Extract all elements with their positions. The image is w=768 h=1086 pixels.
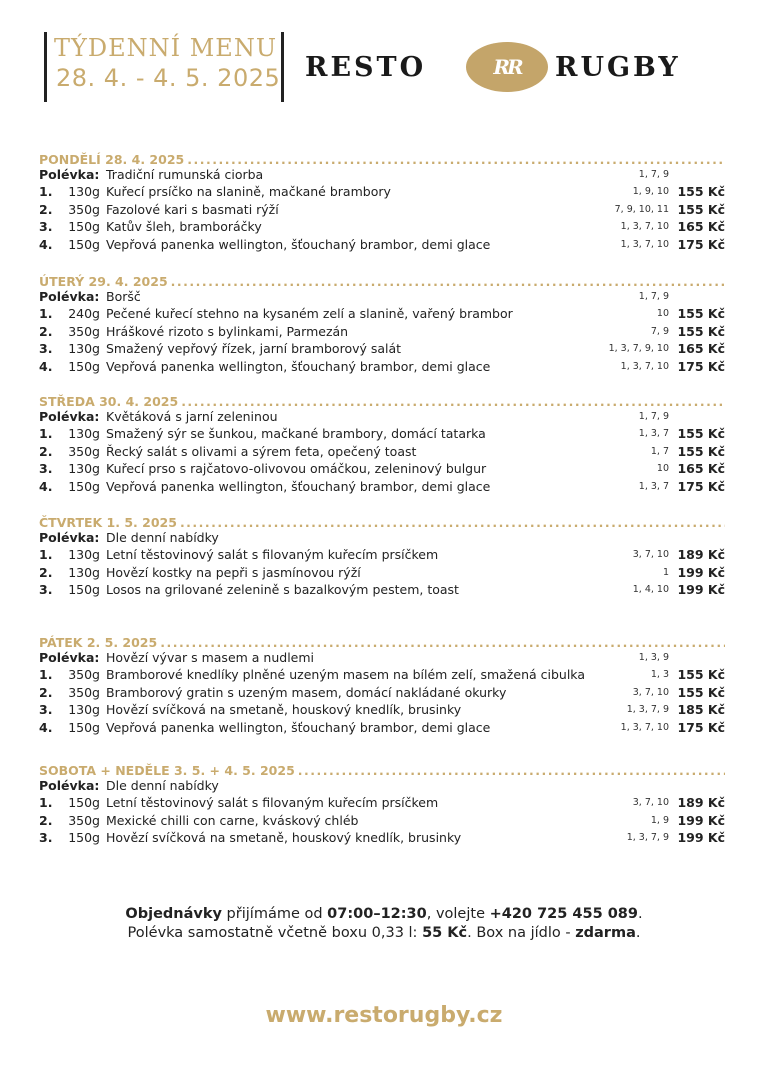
menu-item (39, 565, 725, 582)
item-name: Vepřová panenka wellington, šťouchaný brambor, demi glace (106, 719, 491, 735)
item-number: 1. (39, 795, 53, 811)
item-price: 155 Kč (677, 426, 725, 442)
day-title: PÁTEK 2. 5. 2025 (39, 635, 158, 650)
soup-label: Polévka: (39, 530, 100, 545)
day-heading (39, 150, 725, 167)
item-number: 2. (39, 812, 53, 828)
item-number: 3. (39, 830, 53, 846)
item-price: 175 Kč (677, 358, 725, 374)
item-price: 199 Kč (677, 564, 725, 580)
menu-item (39, 479, 725, 496)
menu-item (39, 359, 725, 376)
item-name: Smažený sýr se šunkou, mačkané brambory, domácí tatarka (106, 426, 486, 442)
day-title: SOBOTA + NEDĚLE 3. 5. + 4. 5. 2025 (39, 763, 295, 778)
item-number: 4. (39, 719, 53, 735)
item-weight: 130g (68, 426, 100, 442)
item-number: 3. (39, 702, 53, 718)
item-weight: 130g (68, 461, 100, 477)
item-weight: 130g (68, 702, 100, 718)
item-allergens: 1, 3, 7, 9, 10 (608, 343, 669, 355)
dot-leader (180, 515, 725, 530)
dot-leader (171, 274, 725, 289)
item-allergens: 1, 3, 7, 10 (620, 360, 669, 372)
menu-item (39, 341, 725, 358)
item-weight: 350g (68, 684, 100, 700)
item-number: 2. (39, 564, 53, 580)
soup-name: Boršč (106, 289, 141, 304)
brand-name-left: RESTO (305, 52, 427, 83)
soup-label: Polévka: (39, 409, 100, 424)
soup-row (39, 289, 725, 306)
soup-label: Polévka: (39, 167, 100, 182)
item-name: Vepřová panenka wellington, šťouchaný brambor, demi glace (106, 358, 491, 374)
soup-allergens: 1, 3, 9 (638, 652, 669, 663)
menu-title: TÝDENNÍ MENU (54, 34, 278, 62)
item-weight: 350g (68, 443, 100, 459)
item-allergens: 3, 7, 10 (632, 549, 669, 561)
header-divider-right (281, 32, 284, 102)
item-price: 175 Kč (677, 719, 725, 735)
item-allergens: 1, 9, 10 (632, 186, 669, 198)
dot-leader (298, 763, 725, 778)
soup-label: Polévka: (39, 289, 100, 304)
item-number: 4. (39, 478, 53, 494)
day-section (39, 392, 725, 496)
item-allergens: 1, 9 (650, 814, 669, 826)
menu-item (39, 813, 725, 830)
day-title: ČTVRTEK 1. 5. 2025 (39, 515, 177, 530)
item-price: 175 Kč (677, 478, 725, 494)
day-title: STŘEDA 30. 4. 2025 (39, 394, 179, 409)
item-name: Letní těstovinový salát s filovaným kuřecím prsíčkem (106, 795, 439, 811)
item-name: Smažený vepřový řízek, jarní bramborový salát (106, 341, 402, 357)
soup-box-info: Polévka samostatně včetně boxu 0,33 l: 55 Kč. Box na jídlo - zdarma. (127, 925, 641, 941)
soup-row (39, 409, 725, 426)
orders-info: Objednávky přijímáme od 07:00–12:30, volejte +420 725 455 089. (125, 906, 643, 922)
soup-allergens: 1, 7, 9 (638, 291, 669, 302)
item-price: 165 Kč (677, 341, 725, 357)
item-name: Řecký salát s olivami a sýrem feta, opečený toast (106, 443, 417, 459)
day-heading (39, 633, 725, 650)
item-weight: 150g (68, 219, 100, 235)
soup-name: Dle denní nabídky (106, 778, 219, 793)
item-price: 175 Kč (677, 236, 725, 252)
item-number: 2. (39, 201, 53, 217)
brand-logo (466, 42, 548, 92)
day-section (39, 633, 725, 737)
soup-label: Polévka: (39, 650, 100, 665)
item-allergens: 1, 3, 7, 9 (626, 704, 669, 716)
item-weight: 150g (68, 358, 100, 374)
item-allergens: 3, 7, 10 (632, 797, 669, 809)
day-heading (39, 272, 725, 289)
soup-row (39, 650, 725, 667)
item-name: Katův šleh, bramboráčky (106, 219, 262, 235)
day-title: PONDĚLÍ 28. 4. 2025 (39, 152, 185, 167)
soup-row (39, 778, 725, 795)
menu-item (39, 795, 725, 812)
menu-item (39, 444, 725, 461)
item-allergens: 1, 3, 7 (638, 480, 669, 492)
item-price: 199 Kč (677, 830, 725, 846)
item-weight: 350g (68, 323, 100, 339)
item-name: Vepřová panenka wellington, šťouchaný brambor, demi glace (106, 236, 491, 252)
item-allergens: 1, 4, 10 (632, 584, 669, 596)
item-number: 1. (39, 667, 53, 683)
menu-item (39, 582, 725, 599)
item-allergens: 1 (662, 566, 669, 578)
item-number: 4. (39, 236, 53, 252)
item-weight: 150g (68, 830, 100, 846)
item-name: Mexické chilli con carne, kváskový chléb (106, 812, 359, 828)
soup-allergens: 1, 7, 9 (638, 411, 669, 422)
menu-dates: 28. 4. - 4. 5. 2025 (56, 64, 281, 92)
day-title: ÚTERÝ 29. 4. 2025 (39, 274, 168, 289)
item-name: Hráškové rizoto s bylinkami, Parmezán (106, 323, 349, 339)
dot-leader (160, 635, 725, 650)
item-name: Bramborové knedlíky plněné uzeným masem na bílém zelí, smažená cibulka (106, 667, 585, 683)
item-allergens: 3, 7, 10 (632, 686, 669, 698)
item-name: Vepřová panenka wellington, šťouchaný brambor, demi glace (106, 478, 491, 494)
item-allergens: 7, 9, 10, 11 (614, 203, 669, 215)
menu-header (0, 0, 768, 110)
menu-item (39, 547, 725, 564)
day-section (39, 150, 725, 254)
day-section (39, 761, 725, 848)
menu-item (39, 702, 725, 719)
item-price: 155 Kč (677, 443, 725, 459)
item-price: 185 Kč (677, 702, 725, 718)
item-allergens: 1, 3 (650, 669, 669, 681)
item-price: 199 Kč (677, 582, 725, 598)
item-weight: 130g (68, 184, 100, 200)
soup-name: Květáková s jarní zeleninou (106, 409, 278, 424)
menu-item (39, 461, 725, 478)
item-name: Pečené kuřecí stehno na kysaném zelí a slanině, vařený brambor (106, 306, 513, 322)
soup-row (39, 167, 725, 184)
item-number: 4. (39, 358, 53, 374)
menu-item (39, 667, 725, 684)
header-divider-left (44, 32, 47, 102)
item-allergens: 1, 3, 7, 9 (626, 832, 669, 844)
item-price: 155 Kč (677, 323, 725, 339)
item-name: Bramborový gratin s uzeným masem, domácí nakládané okurky (106, 684, 507, 700)
item-weight: 150g (68, 795, 100, 811)
item-weight: 130g (68, 564, 100, 580)
item-name: Fazolové kari s basmati rýží (106, 201, 279, 217)
soup-name: Tradiční rumunská ciorba (106, 167, 264, 182)
website-link[interactable]: www.restorugby.cz (265, 1003, 503, 1028)
item-price: 155 Kč (677, 306, 725, 322)
item-name: Kuřecí prso s rajčatovo-olivovou omáčkou, zeleninový bulgur (106, 461, 487, 477)
soup-allergens: 1, 7, 9 (638, 169, 669, 180)
day-heading (39, 392, 725, 409)
item-price: 165 Kč (677, 461, 725, 477)
item-allergens: 10 (656, 308, 669, 320)
item-number: 2. (39, 443, 53, 459)
item-allergens: 10 (656, 463, 669, 475)
item-number: 3. (39, 219, 53, 235)
item-name: Hovězí kostky na pepři s jasmínovou rýží (106, 564, 361, 580)
soup-name: Hovězí vývar s masem a nudlemi (106, 650, 315, 665)
day-heading (39, 513, 725, 530)
item-price: 155 Kč (677, 667, 725, 683)
day-section (39, 272, 725, 376)
menu-item (39, 202, 725, 219)
item-name: Losos na grilované zelenině s bazalkovým pestem, toast (106, 582, 459, 598)
item-number: 3. (39, 582, 53, 598)
item-price: 155 Kč (677, 684, 725, 700)
menu-item (39, 720, 725, 737)
item-number: 2. (39, 684, 53, 700)
item-weight: 150g (68, 478, 100, 494)
item-weight: 150g (68, 582, 100, 598)
item-weight: 130g (68, 341, 100, 357)
soup-row (39, 530, 725, 547)
item-allergens: 1, 3, 7, 10 (620, 238, 669, 250)
item-allergens: 1, 3, 7, 10 (620, 221, 669, 233)
item-number: 2. (39, 323, 53, 339)
item-allergens: 1, 3, 7, 10 (620, 721, 669, 733)
item-weight: 150g (68, 236, 100, 252)
item-price: 155 Kč (677, 184, 725, 200)
item-number: 1. (39, 306, 53, 322)
item-price: 165 Kč (677, 219, 725, 235)
menu-item (39, 426, 725, 443)
item-weight: 130g (68, 547, 100, 563)
menu-item (39, 324, 725, 341)
item-allergens: 1, 3, 7 (638, 428, 669, 440)
day-heading (39, 761, 725, 778)
item-weight: 350g (68, 201, 100, 217)
menu-item (39, 685, 725, 702)
dot-leader (181, 394, 725, 409)
item-price: 155 Kč (677, 201, 725, 217)
item-price: 189 Kč (677, 547, 725, 563)
item-weight: 150g (68, 719, 100, 735)
menu-item (39, 830, 725, 847)
soup-name: Dle denní nabídky (106, 530, 219, 545)
menu-item (39, 219, 725, 236)
item-number: 1. (39, 547, 53, 563)
item-weight: 240g (68, 306, 100, 322)
item-name: Kuřecí prsíčko na slanině, mačkané brambory (106, 184, 391, 200)
item-price: 189 Kč (677, 795, 725, 811)
item-name: Hovězí svíčková na smetaně, houskový knedlík, brusinky (106, 702, 462, 718)
menu-item (39, 237, 725, 254)
soup-label: Polévka: (39, 778, 100, 793)
item-name: Letní těstovinový salát s filovaným kuřecím prsíčkem (106, 547, 439, 563)
item-price: 199 Kč (677, 812, 725, 828)
brand-logo-mark: RR (493, 55, 521, 79)
item-number: 3. (39, 461, 53, 477)
brand-name-right: RUGBY (555, 52, 681, 83)
item-weight: 350g (68, 667, 100, 683)
menu-item (39, 184, 725, 201)
dot-leader (187, 152, 725, 167)
item-allergens: 7, 9 (650, 325, 669, 337)
item-number: 1. (39, 426, 53, 442)
menu-item (39, 306, 725, 323)
item-number: 3. (39, 341, 53, 357)
item-allergens: 1, 7 (650, 445, 669, 457)
item-weight: 350g (68, 812, 100, 828)
day-section (39, 513, 725, 600)
item-name: Hovězí svíčková na smetaně, houskový knedlík, brusinky (106, 830, 462, 846)
item-number: 1. (39, 184, 53, 200)
